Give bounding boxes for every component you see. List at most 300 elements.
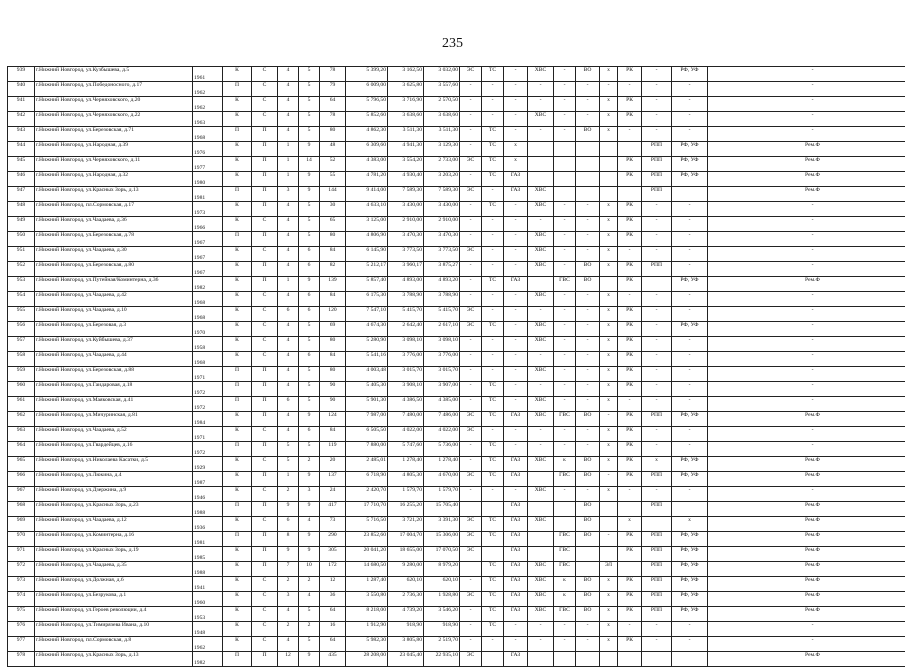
cell-total-area: 5 901,30 [346,397,388,412]
cell-living-area: 3 805,80 [388,637,424,652]
cell-total-area: 6 505,50 [346,427,388,442]
cell-apartments: 80 [320,127,346,142]
cell-roof-repair: РПП [642,502,672,517]
cell-gas-supply: ГАЗ [504,472,528,487]
cell-floors: 9 [299,412,320,427]
cell-sewerage: - [576,352,600,367]
table-row [8,502,905,517]
cell-facade-repair [672,502,708,517]
cell-sewerage: ВО [576,592,600,607]
cell-facade-repair: - [672,337,708,352]
cell-address: г.Нижний Новгород, пл.Сормовская, д.17 [35,202,193,217]
cell-wall-material: П [223,442,252,457]
cell-notes: - [708,367,905,382]
cell-floors: 6 [299,427,320,442]
cell-gas-supply: - [504,322,528,337]
cell-residential-area: 3 098,10 [424,337,460,352]
cell-year-built: 1929 [193,457,223,472]
cell-gas-supply: - [504,217,528,232]
cell-roof-repair: РПП [642,412,672,427]
cell-cold-water: ХВС [528,337,554,352]
cell-address: г.Нижний Новгород, ул.Красных Зорь, д.13 [35,652,193,667]
cell-facade-repair: - [672,82,708,97]
cell-year-built: 1972 [193,442,223,457]
cell-floors: 9 [299,532,320,547]
cell-power-supply: - [460,292,482,307]
cell-power-supply: ЭС [460,532,482,547]
cell-total-area: 3 125,00 [346,217,388,232]
cell-capital-repair: - [618,127,642,142]
cell-row-number: 953 [8,277,35,292]
cell-year-built: 1968 [193,127,223,142]
cell-cold-water: - [528,637,554,652]
cell-address: г.Нижний Новгород, ул.Черняховского, д.20 [35,97,193,112]
cell-notes: - [708,622,905,637]
cell-floor-type: П [252,172,278,187]
cell-row-number: 957 [8,337,35,352]
cell-capital-repair: х [618,517,642,532]
cell-power-supply: - [460,487,482,502]
cell-floors: 5 [299,82,320,97]
cell-notes: - [708,232,905,247]
cell-facade-repair: - [672,202,708,217]
cell-entrances: 1 [278,142,299,157]
cell-sewerage: - [576,202,600,217]
cell-facade-repair: - [672,292,708,307]
cell-power-supply: - [460,127,482,142]
cell-floors: 5 [299,97,320,112]
cell-floor-type: П [252,142,278,157]
cell-apartments: 172 [320,562,346,577]
cell-facade-repair: РФ, УФ [672,457,708,472]
cell-floor-type: С [252,247,278,262]
cell-wall-material: К [223,67,252,82]
cell-gas-supply: ГАЗ [504,607,528,622]
cell-fireplace: х [600,352,618,367]
cell-notes: Рем.Ф [708,142,905,157]
cell-living-area: 2 642,40 [388,322,424,337]
cell-entrances: 4 [278,382,299,397]
cell-apartments: 79 [320,82,346,97]
cell-facade-repair: - [672,97,708,112]
cell-gas-supply: ГАЗ [504,562,528,577]
cell-apartments: 82 [320,262,346,277]
cell-hot-water: к [554,592,576,607]
cell-entrances: 12 [278,652,299,667]
cell-entrances: 1 [278,157,299,172]
cell-address: г.Нижний Новгород, ул.Куйбышева, д.37 [35,337,193,352]
cell-year-built: 1982 [193,277,223,292]
cell-hot-water: ГВС [554,547,576,562]
cell-residential-area: 7 486,00 [424,412,460,427]
cell-address: г.Нижний Новгород, ул.Кузбышева, д.5 [35,67,193,82]
cell-living-area: 620,10 [388,577,424,592]
cell-residential-area: 5 736,00 [424,442,460,457]
cell-year-built: 1936 [193,517,223,532]
cell-floors: 4 [299,517,320,532]
cell-capital-repair [618,652,642,667]
cell-capital-repair: РК [618,277,642,292]
cell-apartments: 30 [320,202,346,217]
cell-total-area: 17 710,70 [346,502,388,517]
cell-fireplace: х [600,67,618,82]
cell-year-built: 1984 [193,412,223,427]
cell-hot-water: - [554,442,576,457]
cell-year-built: 1971 [193,367,223,382]
cell-gas-supply: - [504,82,528,97]
cell-apartments: 305 [320,547,346,562]
cell-total-area: 1 287,40 [346,577,388,592]
cell-notes: Рем.Ф [708,577,905,592]
table-row [8,652,905,667]
cell-hot-water: - [554,247,576,262]
cell-power-supply: - [460,232,482,247]
cell-floors: 5 [299,217,320,232]
cell-cold-water: ХВС [528,577,554,592]
cell-floors: 9 [299,187,320,202]
cell-floors: 10 [299,562,320,577]
cell-floor-type: П [252,367,278,382]
cell-facade-repair: - [672,397,708,412]
cell-row-number: 962 [8,412,35,427]
cell-capital-repair: РК [618,547,642,562]
cell-roof-repair: - [642,322,672,337]
cell-year-built: 1958 [193,337,223,352]
cell-notes: - [708,637,905,652]
cell-notes: Рем.Ф [708,412,905,427]
cell-living-area: 4 739,20 [388,607,424,622]
cell-roof-repair: РПП [642,592,672,607]
cell-gas-supply: ГАЗ [504,412,528,427]
cell-cold-water: ХВС [528,592,554,607]
cell-row-number: 963 [8,427,35,442]
cell-address: г.Нижний Новгород, ул.Гаидаровая, д.18 [35,382,193,397]
cell-address: г.Нижний Новгород, ул.Гвардейцев, д.16 [35,442,193,457]
cell-capital-repair: РК [618,457,642,472]
table-row [8,367,905,382]
cell-cold-water: ХВС [528,367,554,382]
cell-heat-supply: ТС [482,127,504,142]
cell-hot-water: ГВС [554,277,576,292]
cell-year-built: 1946 [193,487,223,502]
cell-power-supply: ЭС [460,187,482,202]
cell-hot-water: - [554,382,576,397]
cell-sewerage: - [576,112,600,127]
cell-cold-water: ХВС [528,322,554,337]
cell-row-number: 954 [8,292,35,307]
cell-row-number: 950 [8,232,35,247]
cell-living-area: 3 773,50 [388,247,424,262]
cell-capital-repair: - [618,622,642,637]
cell-year-built: 1980 [193,172,223,187]
cell-year-built: 1968 [193,307,223,322]
cell-cold-water: - [528,622,554,637]
cell-address: г.Нижний Новгород, ул.Березовская, д.71 [35,127,193,142]
cell-apartments: 124 [320,412,346,427]
cell-apartments: 84 [320,352,346,367]
cell-residential-area: 17 070,50 [424,547,460,562]
cell-power-supply: - [460,97,482,112]
cell-address: г.Нижний Новгород, ул.Березовская, д.80 [35,262,193,277]
cell-residential-area: 2 733,00 [424,157,460,172]
cell-notes: Рем.Ф [708,472,905,487]
cell-floors: 9 [299,502,320,517]
cell-sewerage: - [576,217,600,232]
cell-living-area: 17 004,70 [388,532,424,547]
cell-year-built: 1963 [193,112,223,127]
cell-living-area: 2 910,00 [388,217,424,232]
cell-cold-water: ХВС [528,412,554,427]
cell-residential-area: 3 032,00 [424,67,460,82]
cell-notes: - [708,352,905,367]
cell-residential-area: 3 511,30 [424,127,460,142]
cell-fireplace [600,277,618,292]
cell-floors: 9 [299,472,320,487]
cell-power-supply: ЭС [460,427,482,442]
cell-heat-supply [482,652,504,667]
cell-residential-area: 1 928,80 [424,592,460,607]
cell-floor-type: П [252,412,278,427]
cell-power-supply: ЭС [460,592,482,607]
cell-wall-material: К [223,307,252,322]
cell-living-area: 1 579,70 [388,487,424,502]
cell-roof-repair: - [642,292,672,307]
cell-roof-repair: - [642,382,672,397]
cell-apartments: 84 [320,292,346,307]
cell-roof-repair [642,277,672,292]
cell-address: г.Нижний Новгород, ул.Мичуринская, д.81 [35,412,193,427]
cell-year-built: 1967 [193,232,223,247]
cell-row-number: 944 [8,142,35,157]
cell-heat-supply: ТС [482,172,504,187]
table-row [8,442,905,457]
cell-gas-supply: - [504,97,528,112]
cell-power-supply: - [460,397,482,412]
cell-entrances: 4 [278,202,299,217]
cell-capital-repair: РК [618,532,642,547]
cell-row-number: 966 [8,472,35,487]
cell-entrances: 4 [278,412,299,427]
cell-sewerage: - [576,367,600,382]
cell-facade-repair: РФ, УФ [672,142,708,157]
cell-address: г.Нижний Новгород, ул.Тимирязева Ивана, д.10 [35,622,193,637]
cell-sewerage: ВО [576,472,600,487]
cell-roof-repair: РПП [642,532,672,547]
cell-cold-water [528,142,554,157]
cell-entrances: 2 [278,487,299,502]
cell-roof-repair: РПП [642,262,672,277]
table-row [8,202,905,217]
cell-total-area: 5 716,50 [346,517,388,532]
cell-fireplace: х [600,592,618,607]
cell-facade-repair: РФ, УФ [672,607,708,622]
cell-wall-material: К [223,517,252,532]
cell-gas-supply: - [504,397,528,412]
cell-hot-water: ГВС [554,472,576,487]
cell-total-area: 4 806,90 [346,232,388,247]
cell-floor-type: С [252,457,278,472]
cell-notes: Рем.Ф [708,547,905,562]
cell-floors: 9 [299,277,320,292]
cell-total-area: 20 041,20 [346,547,388,562]
cell-fireplace: х [600,322,618,337]
cell-sewerage: ВО [576,412,600,427]
cell-capital-repair: РК [618,607,642,622]
cell-apartments: 80 [320,367,346,382]
cell-sewerage [576,547,600,562]
cell-floor-type: П [252,472,278,487]
cell-power-supply [460,502,482,517]
cell-floor-type: П [252,397,278,412]
cell-sewerage: - [576,82,600,97]
table-row [8,532,905,547]
cell-hot-water: ГВС [554,532,576,547]
cell-row-number: 952 [8,262,35,277]
cell-apartments: 65 [320,217,346,232]
cell-notes: Рем.Ф [708,532,905,547]
cell-hot-water: - [554,307,576,322]
cell-residential-area: 3 470,30 [424,232,460,247]
cell-roof-repair: РПП [642,472,672,487]
cell-floor-type: С [252,307,278,322]
cell-row-number: 972 [8,562,35,577]
cell-row-number: 977 [8,637,35,652]
cell-floors: 5 [299,382,320,397]
table-row [8,637,905,652]
cell-year-built: 1972 [193,382,223,397]
cell-living-area: 3 625,80 [388,82,424,97]
cell-capital-repair: РК [618,637,642,652]
cell-power-supply: - [460,382,482,397]
cell-cold-water: ХВС [528,562,554,577]
cell-gas-supply: - [504,382,528,397]
cell-notes: - [708,217,905,232]
cell-sewerage: ВО [576,277,600,292]
cell-notes: Рем.Ф [708,517,905,532]
cell-floors: 5 [299,127,320,142]
cell-wall-material: К [223,622,252,637]
cell-total-area: 4 674,30 [346,322,388,337]
cell-heat-supply: - [482,232,504,247]
cell-fireplace: х [600,262,618,277]
cell-hot-water: - [554,82,576,97]
cell-living-area: 1 278,40 [388,457,424,472]
cell-total-area: 23 852,60 [346,532,388,547]
cell-sewerage [576,187,600,202]
cell-sewerage: ВО [576,67,600,82]
cell-sewerage: ВО [576,262,600,277]
cell-fireplace: х [600,307,618,322]
cell-living-area: 3 638,60 [388,112,424,127]
cell-notes: Рем.Ф [708,187,905,202]
cell-living-area: 3 511,30 [388,127,424,142]
cell-apartments: 139 [320,277,346,292]
cell-floor-type: С [252,82,278,97]
table-row [8,427,905,442]
cell-living-area: 7 589,30 [388,187,424,202]
cell-gas-supply: ГАЗ [504,502,528,517]
cell-fireplace: х [600,397,618,412]
cell-roof-repair: - [642,427,672,442]
cell-apartments: 36 [320,592,346,607]
cell-gas-supply: ГАЗ [504,517,528,532]
cell-hot-water: - [554,352,576,367]
cell-fireplace: х [600,247,618,262]
cell-entrances: 3 [278,187,299,202]
cell-fireplace: х [600,622,618,637]
cell-total-area: 4 633,10 [346,202,388,217]
cell-heat-supply [482,502,504,517]
cell-roof-repair: х [642,457,672,472]
cell-floors: 5 [299,322,320,337]
cell-fireplace: х [600,382,618,397]
cell-address: г.Нижний Новгород, ул.Должная, д.6 [35,577,193,592]
cell-total-area: 6 309,60 [346,142,388,157]
cell-entrances: 4 [278,82,299,97]
cell-row-number: 959 [8,367,35,382]
cell-total-area: 4 383,00 [346,157,388,172]
cell-entrances: 4 [278,322,299,337]
cell-hot-water: - [554,232,576,247]
cell-row-number: 974 [8,592,35,607]
cell-fireplace: х [600,637,618,652]
cell-fireplace [600,142,618,157]
cell-sewerage: - [576,232,600,247]
cell-floor-type: П [252,532,278,547]
cell-gas-supply: - [504,67,528,82]
cell-floors: 5 [299,397,320,412]
cell-notes: - [708,382,905,397]
cell-roof-repair: - [642,637,672,652]
cell-total-area: 3 550,80 [346,592,388,607]
cell-entrances: 5 [278,442,299,457]
table-row [8,607,905,622]
cell-residential-area: 4 893,20 [424,277,460,292]
cell-notes: - [708,262,905,277]
cell-gas-supply: ГАЗ [504,457,528,472]
cell-residential-area: 3 557,60 [424,82,460,97]
cell-year-built: 1961 [193,67,223,82]
cell-floor-type: С [252,637,278,652]
cell-total-area: 5 212,17 [346,262,388,277]
cell-apartments: 290 [320,532,346,547]
cell-facade-repair: РФ, УФ [672,472,708,487]
cell-facade-repair: РФ, УФ [672,412,708,427]
cell-row-number: 976 [8,622,35,637]
cell-row-number: 961 [8,397,35,412]
cell-entrances: 6 [278,307,299,322]
cell-fireplace: х [600,217,618,232]
cell-sewerage: - [576,397,600,412]
cell-total-area: 5 796,50 [346,97,388,112]
cell-address: г.Нижний Новгород, ул.Красных Зорь, д.13 [35,187,193,202]
cell-row-number: 943 [8,127,35,142]
cell-address: г.Нижний Новгород, ул.Безрукова, д.1 [35,592,193,607]
cell-entrances: 4 [278,352,299,367]
cell-hot-water: - [554,637,576,652]
cell-power-supply: ЭС [460,547,482,562]
cell-year-built: 1962 [193,82,223,97]
cell-cold-water: ХВС [528,202,554,217]
cell-power-supply: - [460,277,482,292]
cell-year-built: 1953 [193,607,223,622]
cell-facade-repair: - [672,367,708,382]
cell-notes: - [708,82,905,97]
cell-wall-material: П [223,232,252,247]
table-row [8,157,905,172]
cell-address: г.Нижний Новгород, ул.Путейная/Коминтерна, д.36 [35,277,193,292]
cell-capital-repair: РК [618,322,642,337]
